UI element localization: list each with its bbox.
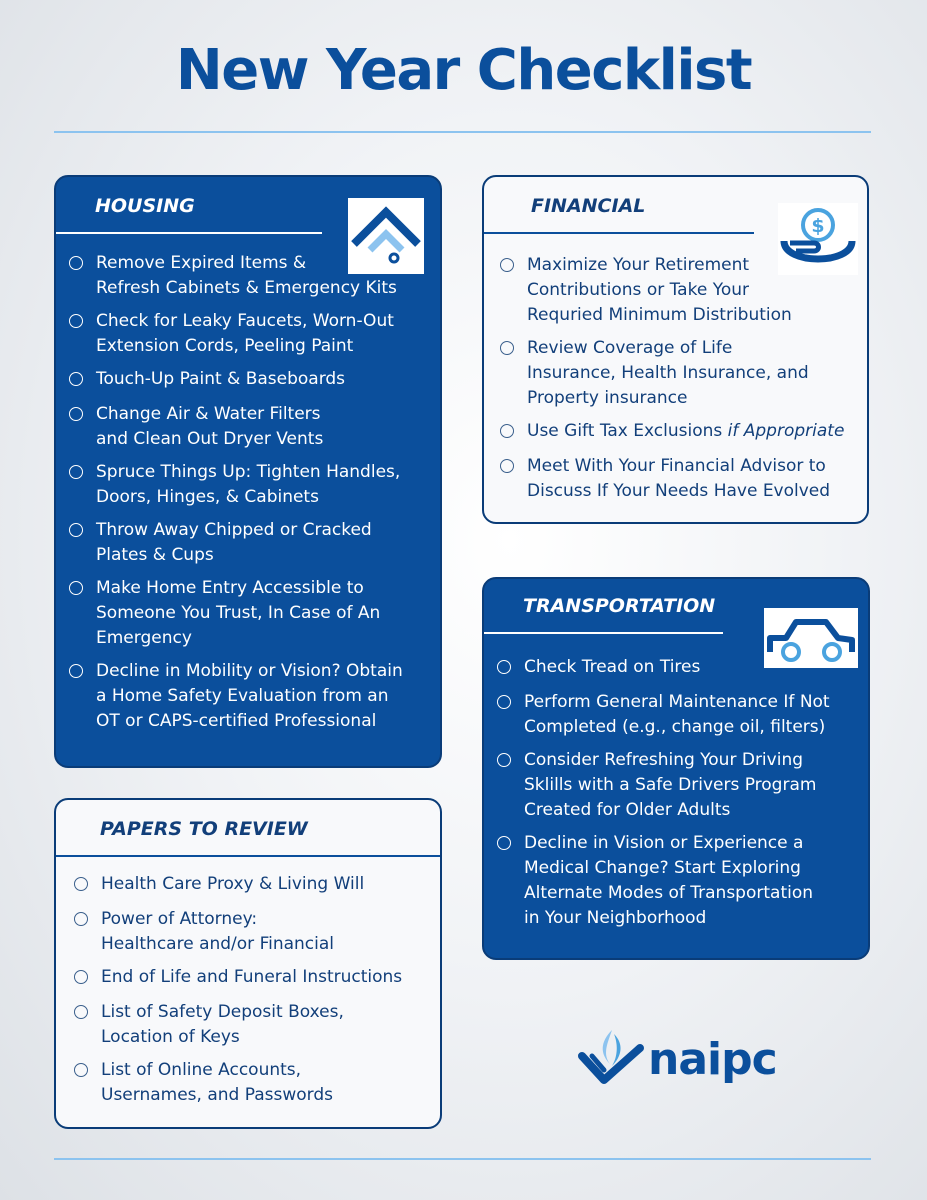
financial-checklist-item (500, 336, 860, 411)
transportation-checklist-item (497, 831, 862, 931)
checkbox-circle-icon[interactable] (74, 877, 88, 891)
checklist-item-text: Decline in Vision or Experience a (524, 833, 804, 853)
title-divider (54, 131, 871, 133)
housing-card (54, 175, 442, 768)
housing-checklist-item (69, 367, 429, 392)
checkbox-circle-icon[interactable] (497, 695, 511, 709)
svg-text:$: $ (811, 215, 825, 237)
transportation-checklist-item (497, 690, 862, 740)
checklist-item-text: Spruce Things Up: Tighten Handles, (96, 462, 401, 482)
financial-title-rule (484, 232, 754, 234)
checklist-item-text: OT or CAPS-certified Professional (96, 711, 377, 731)
checklist-item-text: Insurance, Health Insurance, and (527, 363, 809, 383)
checklist-item-text: Perform General Maintenance If Not (524, 692, 830, 712)
checklist-item-text: Healthcare and/or Financial (101, 934, 335, 954)
financial-list (500, 253, 860, 512)
transportation-card (482, 577, 870, 960)
checklist-item-text: Make Home Entry Accessible to (96, 578, 364, 598)
checkbox-circle-icon[interactable] (69, 407, 83, 421)
checkbox-circle-icon[interactable] (74, 1063, 88, 1077)
papers-title-rule (56, 855, 440, 857)
transportation-list (497, 655, 862, 939)
housing-checklist-item (69, 659, 429, 734)
checklist-item-text: Health Care Proxy & Living Will (101, 874, 365, 894)
checklist-item-text: Usernames, and Passwords (101, 1085, 333, 1105)
checklist-item-text: Review Coverage of Life (527, 338, 733, 358)
checkbox-circle-icon[interactable] (69, 314, 83, 328)
page-title: New Year Checklist (175, 38, 752, 103)
financial-title: FINANCIAL (531, 195, 646, 217)
papers-checklist-item (74, 907, 434, 957)
checkbox-circle-icon[interactable] (500, 258, 514, 272)
checkbox-circle-icon[interactable] (69, 581, 83, 595)
checkbox-circle-icon[interactable] (69, 664, 83, 678)
housing-checklist-item (69, 518, 429, 568)
transportation-title: TRANSPORTATION (523, 595, 716, 617)
transportation-checklist-item (497, 655, 862, 680)
checklist-item-text: Doors, Hinges, & Cabinets (96, 487, 319, 507)
checklist-item-text: and Clean Out Dryer Vents (96, 429, 324, 449)
checkbox-circle-icon[interactable] (497, 836, 511, 850)
checkbox-circle-icon[interactable] (500, 341, 514, 355)
checklist-item-text: Touch-Up Paint & Baseboards (96, 369, 346, 389)
housing-checklist-item (69, 460, 429, 510)
checklist-item-text: Someone You Trust, In Case of An (96, 603, 381, 623)
checklist-item-text: Decline in Mobility or Vision? Obtain (96, 661, 403, 681)
checklist-item-text: Emergency (96, 628, 192, 648)
checklist-item-text: Power of Attorney: (101, 909, 258, 929)
checklist-item-text: Contributions or Take Your (527, 280, 749, 300)
housing-list (69, 251, 429, 742)
checklist-item-text: Plates & Cups (96, 545, 214, 565)
checkbox-circle-icon[interactable] (74, 970, 88, 984)
checklist-item-text: List of Safety Deposit Boxes, (101, 1002, 344, 1022)
checklist-item-text: Check for Leaky Faucets, Worn-Out (96, 311, 394, 331)
checklist-item-text: List of Online Accounts, (101, 1060, 302, 1080)
checklist-item-text: Created for Older Adults (524, 800, 731, 820)
financial-checklist-item (500, 454, 860, 504)
checklist-item-text: Medical Change? Start Exploring (524, 858, 801, 878)
checklist-item-text: Throw Away Chipped or Cracked (96, 520, 372, 540)
checklist-item-text: Sklills with a Safe Drivers Program (524, 775, 817, 795)
checklist-item-text: Remove Expired Items & (96, 253, 307, 273)
checklist-item-text: Property insurance (527, 388, 688, 408)
checkbox-circle-icon[interactable] (69, 523, 83, 537)
papers-card (54, 798, 442, 1129)
papers-checklist-item (74, 965, 434, 990)
housing-checklist-item (69, 402, 429, 452)
checklist-item-text: in Your Neighborhood (524, 908, 707, 928)
checklist-item-emphasis: if Appropriate (727, 421, 845, 441)
papers-list (74, 872, 434, 1116)
checklist-item-text: Completed (e.g., change oil, filters) (524, 717, 826, 737)
checklist-item-text: Alternate Modes of Transportation (524, 883, 814, 903)
transportation-checklist-item (497, 748, 862, 823)
checkbox-circle-icon[interactable] (497, 753, 511, 767)
naipc-logo (578, 1028, 788, 1088)
checkbox-circle-icon[interactable] (69, 372, 83, 386)
transportation-title-rule (484, 632, 723, 634)
bottom-divider (54, 1158, 871, 1160)
checkbox-circle-icon[interactable] (74, 912, 88, 926)
logo-wordmark: naipc (648, 1034, 777, 1085)
checkbox-circle-icon[interactable] (74, 1005, 88, 1019)
checklist-item-text: Refresh Cabinets & Emergency Kits (96, 278, 397, 298)
checkbox-circle-icon[interactable] (69, 465, 83, 479)
housing-checklist-item (69, 251, 429, 301)
checkbox-circle-icon[interactable] (497, 660, 511, 674)
checklist-item-text: Requried Minimum Distribution (527, 305, 792, 325)
financial-checklist-item (500, 419, 860, 444)
papers-checklist-item (74, 872, 434, 897)
checklist-item-text: Maximize Your Retirement (527, 255, 750, 275)
checkbox-circle-icon[interactable] (69, 256, 83, 270)
checklist-item-text: Check Tread on Tires (524, 657, 701, 677)
financial-card (482, 175, 869, 524)
checklist-item-text: End of Life and Funeral Instructions (101, 967, 403, 987)
checklist-item-text: Extension Cords, Peeling Paint (96, 336, 354, 356)
checklist-item-text: Change Air & Water Filters (96, 404, 321, 424)
housing-checklist-item (69, 309, 429, 359)
checkbox-circle-icon[interactable] (500, 424, 514, 438)
housing-title-rule (56, 232, 322, 234)
housing-title: HOUSING (95, 195, 195, 217)
housing-checklist-item (69, 576, 429, 651)
checklist-item-text: a Home Safety Evaluation from an (96, 686, 389, 706)
checklist-item-text: Discuss If Your Needs Have Evolved (527, 481, 831, 501)
checklist-item-text-main: Use Gift Tax Exclusions (527, 421, 723, 441)
checklist-item-text: Consider Refreshing Your Driving (524, 750, 804, 770)
checklist-item-text (527, 419, 860, 444)
financial-checklist-item (500, 253, 860, 328)
papers-checklist-item (74, 1058, 434, 1108)
checkbox-circle-icon[interactable] (500, 459, 514, 473)
checklist-item-text: Meet With Your Financial Advisor to (527, 456, 826, 476)
naipc-logo-icon (578, 1028, 646, 1088)
checklist-item-text: Location of Keys (101, 1027, 240, 1047)
papers-title: PAPERS TO REVIEW (100, 818, 308, 840)
papers-checklist-item (74, 1000, 434, 1050)
